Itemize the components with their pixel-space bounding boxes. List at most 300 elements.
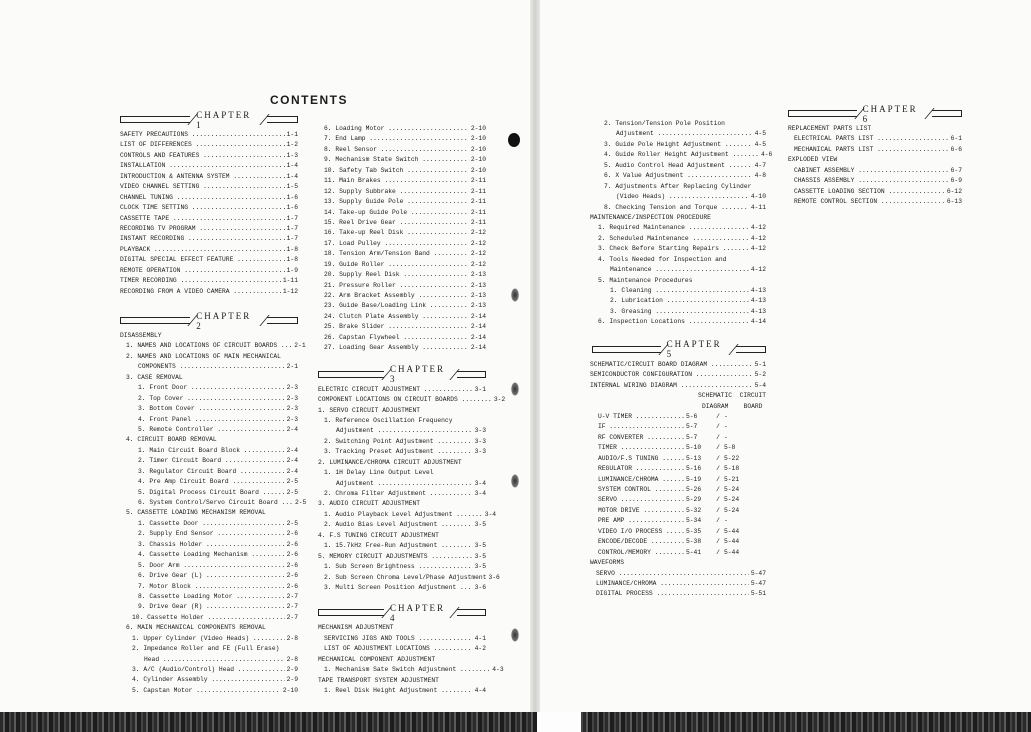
toc-entry [318,228,486,238]
page-title: CONTENTS [270,93,348,107]
toc-entry-title: 1. Front Door ..... [138,383,285,393]
schematic-name: U-V TIMER ..... [598,412,686,422]
toc-entry-title: 2. Timer Circuit Board ..... [138,456,285,466]
page-fold [530,0,540,732]
toc-entry-page: 2-9 [286,666,298,673]
toc-entry [120,404,298,414]
toc-entry [318,395,506,405]
toc-entry-page: 3-3 [474,448,486,456]
toc-entry-page: 2-6 [286,561,298,569]
toc-entry [318,176,486,186]
toc-entry-page: 5-47 [750,579,766,587]
separator: / [716,527,720,535]
toc-entry-title: LIST OF ADJUSTMENT LOCATIONS ..... [324,644,473,654]
toc-entry [318,166,486,176]
toc-entry-page: 3-5 [474,542,486,550]
toc-entry-title: LIST OF DIFFERENCES ..... [120,140,285,150]
toc-entry-page: 2-7 [286,592,298,600]
toc-entry-page: 1-8 [286,256,298,264]
toc-entry [120,602,298,612]
toc-entry [590,223,766,233]
toc-entry [318,573,500,583]
toc-entry-title: 4. Front Panel ..... [138,415,285,425]
toc-subheading [590,213,766,223]
toc-entry-page: 2-3 [286,405,298,413]
column-2 [318,124,506,696]
toc-entry [120,362,298,372]
toc-entry [590,150,773,160]
toc-entry [120,686,298,696]
toc-entry-title: 22. Arm Bracket Assembly ..... [324,291,469,301]
toc-entry-title: 3. AUDIO CIRCUIT ADJUSTMENT [318,500,421,508]
toc-entry-title: 1. Cassette Door ..... [138,519,285,529]
schematic-diagram-page: 5-29 [686,496,702,504]
toc-entry [318,239,486,249]
binding-mark [511,382,519,396]
schematic-row [598,516,766,526]
toc-entry-title: 2. Lubrication ..... [610,296,749,306]
toc-entry [120,519,298,529]
toc-entry-title: COMPONENTS ..... [138,362,285,372]
chapter-4-header [318,602,486,623]
toc-entry-title: 4. F.S TUNING CIRCUIT ADJUSTMENT [318,531,439,539]
toc-entry [318,270,486,280]
toc-entry [318,134,486,144]
schematic-diagram-page: 5-32 [686,506,702,514]
toc-entry-title: 12. Supply Subbrake ..... [324,187,469,197]
toc-entry [318,145,486,155]
schematic-name: SYSTEM CONTROL ..... [598,485,686,495]
toc-subheading [318,468,486,478]
toc-entry-title: 3. A/C (Audio/Control) Head ..... [132,665,285,675]
toc-entry-title: 1. 1H Delay Line Output Level [324,469,434,477]
toc-subheading [318,499,486,509]
toc-entry-page: 3-3 [474,437,486,445]
separator: / [716,444,720,452]
schematic-col-head-2: DIAGRAM BOARD [702,402,763,410]
toc-entry-page: 4-8 [754,172,766,180]
toc-entry-title: (Video Heads) ..... [616,192,749,202]
toc-entry-title: COMPONENT LOCATIONS ON CIRCUIT BOARDS ........ [318,396,492,404]
toc-subheading [120,373,298,383]
toc-entry-title: CABINET ASSEMBLY ..... [794,166,949,176]
toc-entry-page: 3-4 [474,490,486,497]
toc-entry [318,385,486,395]
toc-entry [590,140,766,150]
toc-entry-title: 14. Take-up Guide Pole ..... [324,208,469,218]
toc-entry-title: INSTALLATION ..... [120,161,285,171]
column-1 [120,109,307,696]
schematic-board-page: 5-24 [724,486,740,493]
toc-entry-title: 2. Tension/Tension Pole Position [604,120,725,127]
toc-entry-page: 1-7 [286,224,298,232]
toc-entry-title: 24. Clutch Plate Assembly ..... [324,312,469,322]
toc-entry [788,134,962,144]
toc-entry-page: 2-4 [286,467,298,475]
toc-entry [590,296,766,306]
schematic-diagram-page: 5-41 [686,548,702,556]
toc-entry [120,287,298,297]
toc-entry [120,582,298,592]
schematic-row [598,443,766,453]
toc-entry-page: 5-1 [754,360,766,368]
separator: / [716,475,720,483]
toc-entry-title: Maintenance ..... [610,265,749,275]
toc-entry-page: 2-6 [286,582,298,590]
toc-entry-page: 5-47 [750,569,766,577]
toc-entry [318,520,486,530]
toc-entry-title: ELECTRICAL PARTS LIST ..... [794,134,949,144]
toc-entry [120,172,298,182]
toc-entry [120,592,298,602]
toc-entry-page: 1-1 [286,131,298,138]
toc-entry-page: 2-8 [286,634,298,642]
toc-entry-page: 2-13 [470,281,486,289]
toc-entry [120,425,298,435]
toc-entry-page: 2-7 [286,603,298,611]
toc-entry [318,249,486,259]
toc-entry-title: 1. Upper Cylinder (Video Heads) ..... [132,634,285,644]
toc-entry-title: 23. Guide Base/Loading Link ..... [324,301,469,311]
toc-entry [318,583,486,593]
chapter-1-label: CHAPTER 1 [196,109,252,130]
toc-entry-title: CASSETTE TAPE ..... [120,214,285,224]
toc-entry-page: 3-3 [474,427,486,435]
toc-entry-page: 2-13 [470,302,486,310]
toc-entry [318,333,486,343]
toc-entry [318,541,486,551]
toc-entry-title: 26. Capstan Flywheel ..... [324,333,469,343]
toc-entry-title: SCHEMATIC/CIRCUIT BOARD DIAGRAM ..... [590,360,753,370]
toc-entry-title: 2. LUMINANCE/CHROMA CIRCUIT ADJUSTMENT [318,458,462,466]
toc-entry-title: 2. Switching Point Adjustment ..... [324,437,473,447]
toc-entry [590,171,766,181]
toc-entry [120,245,298,255]
toc-entry-title: MAINTENANCE/INSPECTION PROCEDURE [590,213,711,221]
chapter-2-header [120,310,298,331]
toc-entry [590,579,766,589]
toc-entry-page: 2-1 [286,363,298,371]
toc-entry [590,129,766,139]
toc-entry-page: 3-5 [474,552,486,560]
toc-entry-title: 1. Reel Disk Height Adjustment ..... [324,686,473,696]
toc-entry-title: 1. Cleaning ..... [610,286,749,296]
toc-entry [788,187,962,197]
toc-entry [590,370,766,380]
toc-entry-page: 4-5 [754,140,766,148]
toc-entry-title: INTERNAL WIRING DIAGRAM ..... [590,381,753,391]
toc-entry-page: 3-4 [474,479,486,487]
toc-entry [120,571,298,581]
toc-entry-page: 3-1 [474,385,486,393]
toc-entry-title: 2. Audio Bias Level Adjustment ..... [324,520,473,530]
toc-entry-page: 2-14 [470,312,486,320]
toc-entry-title: 1. SERVO CIRCUIT ADJUSTMENT [318,406,421,414]
toc-entry-page: 2-11 [470,208,486,216]
toc-entry-page: 2-14 [470,323,486,331]
toc-entry-title: PLAYBACK ..... [120,245,285,255]
toc-entry-title: Adjustment ..... [616,129,753,139]
chapter-4-label: CHAPTER 4 [390,602,446,623]
toc-entry [120,415,298,425]
toc-entry-page: 2-3 [286,384,298,392]
toc-entry-page: 4-1 [474,634,486,642]
toc-entry-page: 4-3 [492,666,504,674]
toc-entry [318,187,486,197]
toc-entry [590,589,766,599]
toc-entry-page: 2-10 [470,145,486,153]
toc-entry-title: 3. Multi Screen Position Adjustment ..... [324,583,473,593]
toc-entry-page: 1-3 [286,151,298,159]
toc-entry-title: 5. Door Arm ..... [138,561,285,571]
toc-entry-title: REPLACEMENT PARTS LIST [788,125,872,132]
toc-entry-page: 6-6 [950,145,962,153]
toc-subheading [590,276,766,286]
toc-entry-page: 2-10 [470,125,486,132]
toc-entry-page: 2-11 [470,198,486,206]
toc-entry [318,489,486,499]
toc-entry [120,276,298,286]
toc-entry-title: 6. Drive Gear (L) ..... [138,571,285,581]
toc-entry-title: 1. 15.7kHz Free-Run Adjustment ..... [324,541,473,551]
toc-entry [318,447,486,457]
toc-entry [120,193,298,203]
toc-entry-title: EXPLODED VIEW [788,156,838,164]
toc-entry [318,197,486,207]
toc-entry [318,208,486,218]
schematic-name: SERVO ..... [598,495,686,505]
disassembly-heading: DISASSEMBLY [120,332,162,339]
toc-entry [318,552,486,562]
toc-subheading [318,458,486,468]
toc-entry-page: 2-11 [470,187,486,195]
schematic-name: CONTROL/MEMORY ..... [598,548,686,558]
toc-entry-page: 2-10 [470,156,486,164]
toc-entry-title: 13. Supply Guide Pole ..... [324,197,469,207]
schematic-board-page: - [724,433,728,441]
schematic-name: TIMER ..... [598,443,686,453]
toc-entry [590,161,766,171]
schematic-diagram-page: 5-16 [686,465,702,473]
toc-entry-title: Adjustment ..... [336,479,473,489]
toc-entry [318,281,486,291]
toc-entry-page: 4-11 [750,203,766,211]
toc-entry [120,529,298,539]
toc-entry-title: 25. Brake Slider ..... [324,322,469,332]
toc-entry [590,360,766,370]
toc-entry [120,182,298,192]
toc-entry-title: 5. Remote Controller ..... [138,425,285,435]
toc-entry [120,613,298,623]
toc-entry [590,569,766,579]
toc-entry-title: 4. Cylinder Assembly ..... [132,675,285,685]
toc-entry-title: 6. Loading Motor ..... [324,124,469,134]
toc-entry [318,665,504,675]
toc-entry [318,644,486,654]
toc-entry [120,234,298,244]
toc-entry-title: INSTANT RECORDING ..... [120,234,285,244]
toc-entry-title: 8. Reel Sensor ..... [324,145,469,155]
separator: / [716,412,720,420]
toc-entry-title: TAPE TRANSPORT SYSTEM ADJUSTMENT [318,676,439,684]
toc-entry-title: 6. System Control/Servo Circuit Board ... [138,499,293,506]
toc-entry [788,197,962,207]
toc-subheading [788,124,962,134]
toc-entry [590,244,766,254]
toc-entry-title: 6. Inspection Locations ..... [598,317,749,327]
toc-entry-title: 5. Maintenance Procedures [598,276,693,284]
separator: / [716,465,720,473]
toc-entry-page: 2-5 [286,478,298,486]
toc-entry [590,317,766,327]
schematic-col-head-1: SCHEMATIC CIRCUIT [698,392,767,400]
toc-entry-title: 9. Mechanism State Switch ..... [324,155,469,165]
toc-entry-page: 2-10 [470,135,486,143]
schematic-board-page: 5-44 [724,527,740,535]
toc-entry-title: 3. CASE REMOVAL [126,373,183,381]
schematic-diagram-page: 5-34 [686,517,702,525]
toc-entry-page: 1-9 [286,266,298,274]
toc-entry [120,255,298,265]
toc-entry-page: 2-12 [470,229,486,237]
toc-entry-page: 1-8 [286,245,298,253]
toc-entry-page: 4-7 [754,161,766,169]
schematic-row [598,422,766,432]
binding-mark [511,628,519,642]
toc-entry-title: 3. Chassis Holder ..... [138,540,285,550]
toc-entry [120,665,298,675]
toc-subheading [590,255,766,265]
schematic-board-page: 5-8 [724,444,736,452]
toc-entry-page: 3-6 [474,583,486,591]
schematic-row [598,506,766,516]
toc-entry-page: 2-4 [286,446,298,454]
toc-entry-page: 2-8 [286,655,298,663]
toc-entry-page: 6-1 [950,135,962,143]
schematic-name: VIDEO I/O PROCESS ..... [598,527,686,537]
schematic-board-page: 5-22 [724,454,740,462]
chapter-5-label: CHAPTER 5 [666,339,722,360]
toc-entry-page: 2-5 [294,499,307,506]
toc-entry-title: MECHANISM ADJUSTMENT [318,624,394,632]
toc-entry-title: Adjustment ..... [336,426,473,436]
toc-entry-page: 3-2 [493,396,506,404]
schematic-row [598,454,766,464]
toc-entry-title: CLOCK TIME SETTING ..... [120,203,285,213]
toc-entry-page: 1-4 [286,162,298,170]
schematic-row [598,548,766,558]
toc-entry-page: 3-4 [484,510,497,518]
toc-entry-page: 1-11 [282,277,298,285]
toc-entry-title: 7. Adjustments After Replacing Cylinder [604,182,752,190]
toc-entry-page: 4-12 [750,245,766,253]
toc-entry [590,381,766,391]
toc-entry [120,550,298,560]
toc-entry-title: REMOTE CONTROL SECTION ..... [794,197,945,207]
toc-entry-title: INTRODUCTION & ANTENNA SYSTEM ..... [120,172,285,182]
toc-entry-page: 2-6 [286,551,298,559]
toc-entry [318,260,486,270]
toc-entry [318,510,497,520]
toc-entry-title: 17. Load Pulley ..... [324,239,469,249]
toc-entry [590,265,766,275]
schematic-board-page: 5-44 [724,548,740,556]
toc-entry-title: 2. Supply End Sensor ..... [138,529,285,539]
toc-subheading [120,623,298,633]
toc-entry-page: 2-6 [286,572,298,580]
schematic-row [598,464,766,474]
toc-entry-page: 1-7 [286,235,298,243]
toc-entry [120,561,298,571]
toc-entry-title: TIMER RECORDING ..... [120,276,281,286]
toc-entry-page: 2-7 [286,613,298,621]
separator: / [716,454,720,462]
schematic-diagram-page: 5-10 [686,444,702,452]
toc-entry-title: 9. Drive Gear (R) ..... [138,602,285,612]
toc-entry-page: 6-12 [946,187,962,195]
toc-entry-title: 2. Chroma Filter Adjustment ..... [324,489,473,499]
toc-entry [318,155,486,165]
toc-entry-title: 2. NAMES AND LOCATIONS OF MAIN MECHANICAL [126,352,281,360]
separator: / [716,433,720,441]
toc-entry-page: 2-3 [286,394,298,402]
chapter-6-header [788,103,962,124]
toc-entry-page: 2-6 [286,530,298,538]
toc-entry-title: 3. Bottom Cover ..... [138,404,285,414]
toc-entry-page: 2-12 [470,239,486,247]
toc-entry-page: 2-13 [470,292,486,299]
toc-entry-page: 2-10 [282,686,298,694]
schematic-name: MOTOR DRIVE ..... [598,506,686,516]
toc-entry-title: 1. NAMES AND LOCATIONS OF CIRCUIT BOARDS ... [126,342,293,350]
toc-entry-title: 10. Cassette Holder ..... [132,613,285,623]
schematic-diagram-page: 5-35 [686,527,702,535]
toc-entry [590,307,766,317]
schematic-row [598,537,766,547]
schematic-name: ENCODE/DECODE ..... [598,537,686,547]
toc-entry-title: 1. Sub Screen Brightness ..... [324,562,473,572]
toc-entry [120,477,298,487]
toc-entry-title: 7. End Lamp ..... [324,134,469,144]
toc-entry-page: 4-13 [750,307,766,315]
toc-entry-title: 4. Guide Roller Height Adjustment ....... [604,151,759,159]
separator: / [716,496,720,504]
toc-entry [318,343,486,353]
toc-entry-page: 4-12 [750,234,766,242]
toc-entry-title: 1. Mechanism Sate Switch Adjustment ........ [324,666,491,674]
toc-subheading [318,406,486,416]
toc-entry-page: 2-13 [470,271,486,279]
schematic-diagram-page: 5-6 [686,412,698,420]
toc-entry [120,214,298,224]
binding-mark [511,288,519,302]
toc-entry [120,540,298,550]
toc-entry [120,130,298,140]
toc-entry-title: MECHANICAL PARTS LIST ..... [794,145,949,155]
toc-entry-title: 5. Capstan Motor ..... [132,686,281,696]
schematic-board-page: 5-24 [724,506,740,514]
toc-subheading [120,644,298,654]
toc-entry [120,446,298,456]
toc-entry-page: 4-2 [474,645,486,653]
chapter-5-header [592,339,766,360]
toc-entry-title: 19. Guide Roller ..... [324,260,469,270]
toc-entry [318,322,486,332]
toc-entry-title: LUMINANCE/CHROMA ..... [596,579,749,589]
toc-entry [788,166,962,176]
toc-entry-title: 5. CASSETTE LOADING MECHANISM REMOVAL [126,509,266,517]
toc-entry-title: 1. Required Maintenance ..... [598,223,749,233]
